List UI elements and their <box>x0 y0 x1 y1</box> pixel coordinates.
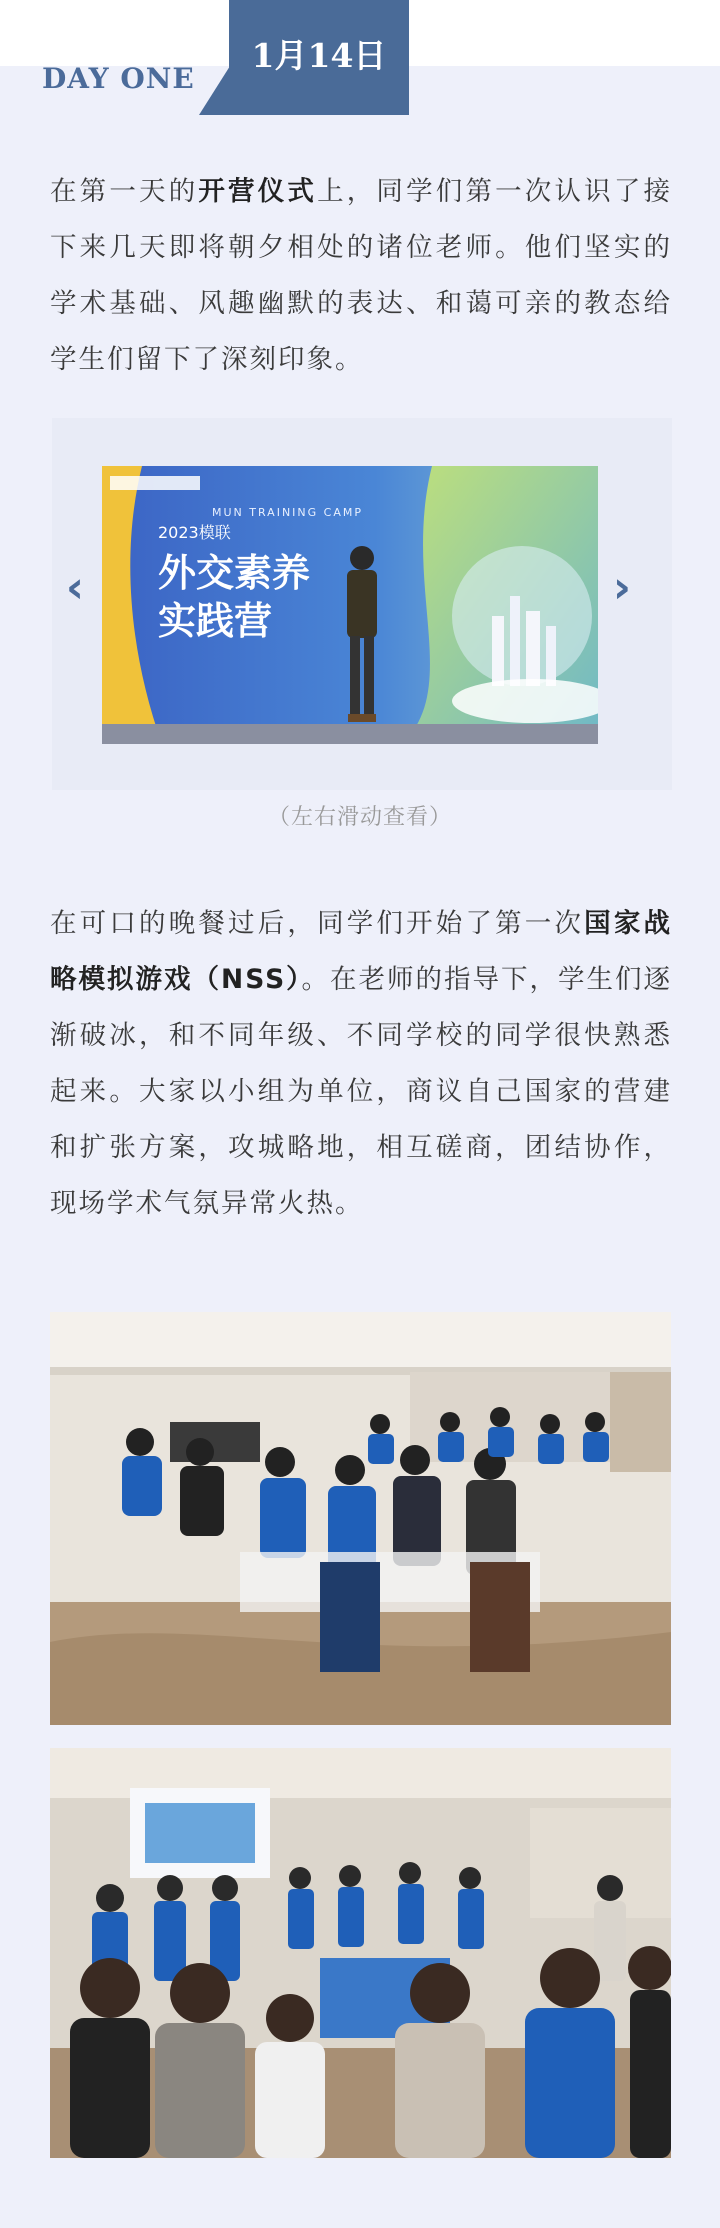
intro-paragraph <box>50 164 672 388</box>
banner-line1-text: 外交素养 <box>158 551 311 595</box>
nss-bold-game-name: 国家战略模拟游戏（NSS） <box>50 908 673 995</box>
date-label: 1月14日 <box>251 36 387 75</box>
intro-text-2: 上，同学们第一次认识了接下来几天即将朝夕相处的诸位老师。他们坚实的学术基础、风趣幽默的表达、和蔼可亲的教态给学生们留下了深刻印象。 <box>50 176 673 375</box>
carousel-photo-banner <box>102 466 598 744</box>
nss-text-2: 。在老师的指导下，学生们逐渐破冰，和不同年级、不同学校的同学很快熟悉起来。大家以小组为单位，商议自己国家的营建和扩张方案，攻城略地，相互磋商，团结协作，现场学术气氛异常火热。 <box>50 964 672 1219</box>
day-label: DAY ONE <box>42 62 195 95</box>
carousel-caption: （左右滑动查看） <box>267 805 452 830</box>
photo-carousel[interactable] <box>52 418 672 790</box>
carousel-prev-arrow-icon[interactable]: ‹ <box>65 562 85 613</box>
banner-small-text: MUN TRAINING CAMP <box>212 506 364 519</box>
nss-paragraph <box>50 896 672 1232</box>
photo-students-seated <box>50 1312 671 1725</box>
nss-text-1: 在可口的晚餐过后，同学们开始了第一次 <box>50 908 585 939</box>
intro-text-1: 在第一天的 <box>50 176 199 207</box>
students-seated-illustration <box>50 1312 671 1725</box>
banner-photo-illustration <box>102 466 598 744</box>
photo-students-standing <box>50 1748 671 2158</box>
banner-line2-text: 实践营 <box>158 599 273 643</box>
students-standing-illustration <box>50 1748 671 2158</box>
date-tab-fold <box>199 66 230 115</box>
banner-year-text: 2023模联 <box>158 523 231 542</box>
intro-bold-opening-ceremony: 开营仪式 <box>198 176 318 207</box>
carousel-next-arrow-icon[interactable]: › <box>612 562 632 613</box>
date-tab <box>199 0 409 115</box>
